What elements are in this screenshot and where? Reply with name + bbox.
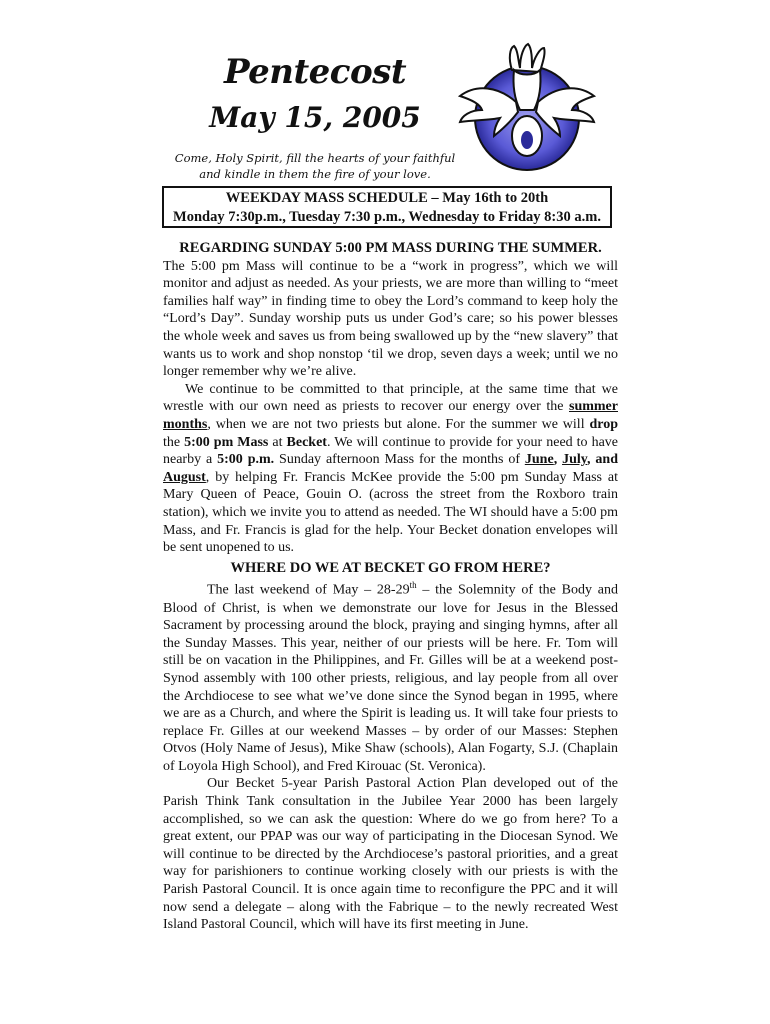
holy-spirit-dove-icon [454,40,600,176]
august-emphasis: August [163,469,206,485]
text-run: , and [587,452,618,468]
section-heading-sunday-mass: REGARDING SUNDAY 5:00 PM MASS DURING THE SUMMER. [179,240,602,256]
section-heading-where-do-we-go: WHERE DO WE AT BECKET GO FROM HERE? [230,559,551,576]
text-run: , by helping Fr. Francis McKee provide the 5:00 pm Sunday Mass at Mary Queen of Peace, Gouin O. (across the street from the Roxboro train station), which we invite you to attend as needed. The WI should have a 5:00 pm Mass, and Fr. Francis is glad for the help. Your Becket donation envelopes will be sent unopened to us. [163,469,618,556]
superscript-th: th [409,580,417,591]
text-run: The last weekend of May – 28-29 [207,582,410,598]
pm-emphasis: 5:00 p.m. [217,452,275,468]
text-run: We continue to be committed to that principle, at the same time that we wrestle with our own need as priests to recover our energy over the [163,381,618,415]
title-block [160,50,470,182]
paragraph-summer [163,381,618,557]
summer-months-emphasis: summer months [163,399,618,432]
verse-line-2: and kindle in them the fire of your love. [199,167,431,181]
paragraph-corpus-christi [163,577,618,775]
june-emphasis: June [524,452,554,468]
page-title: Pentecost [223,52,407,92]
drop-emphasis: drop [589,416,618,432]
text-run: Sunday afternoon Mass for the months of [274,452,525,468]
text-run: , when we are not two priests but alone. For the summer we will [207,416,590,432]
schedule-line-2: Monday 7:30p.m., Tuesday 7:30 p.m., Wednesday to Friday 8:30 a.m. [173,209,601,225]
text-run: , [553,452,563,468]
july-emphasis: July [562,452,587,468]
paragraph-work-in-progress: The 5:00 pm Mass will continue to be a “work in progress”, which we will monitor and adjust as needed. As your priests, we are more than willing to “meet families half way” in finding time to obey the Lord’s command to keep holy the “Lord’s Day”. Sunday worship puts us under God’s care; so his power blesses the whole week and saves us from being swallowed up by the “new slavery” that wants us to work and shop nonstop ‘til we drop, seven days a week; until we no longer remember why we’re alive. [163,258,618,380]
weekday-mass-schedule-box [162,186,612,228]
text-run: . We will continue to provide for your need to have nearby a [163,434,618,468]
text-run: the [163,434,185,450]
page-date: May 15, 2005 [209,101,421,134]
verse-line-1: Come, Holy Spirit, fill the hearts of your faithful [174,151,456,165]
paragraph-pastoral-plan: Our Becket 5-year Parish Pastoral Action Plan developed out of the Parish Think Tank consultation in the Jubilee Year 2000 has been largely accomplished, so we can ask the question: Where do we go from here? To a great extent, our PPAP was our way of participating in the Diocesan Synod. We will continue to be directed by the Archdiocese’s pastoral priorities, and a great way for parishioners to continue working closely with our priests is with the Parish Pastoral Council. It is once again time to reconfigure the PPC and it will now send a delegate – along with the Fabrique – to the newly recreated West Island Pastoral Council, which will have its first meeting in June. [163,776,618,933]
becket-emphasis: Becket [286,434,327,450]
text-run: – the Solemnity of the Body and Blood of Christ, is when we demonstrate our love for Jesus in the Blessed Sacrament by processing around the block, praying and singing hymns, after all the Sunday Masses. This year, neither of our priests will be here. Fr. Tom will still be on vacation in the Philippines, and Fr. Gilles will be at a weekend post-Synod assembly with 100 other priests, religious, and lay people from all over the Archdiocese to see what we’ve done since the Synod began in 1995, where we are as a Church, and where the Spirit is leading us. It will take four priests to replace Fr. Gilles at our weekend Masses – by order of our Masses: Stephen Otvos (Holy Name of Jesus), Mike Shaw (schools), Alan Fogarty, S.J. (Chaplain of Loyola High School), and Fred Kirouac (St. Veronica). [163,582,618,774]
verse [160,150,470,182]
schedule-line-1: WEEKDAY MASS SCHEDULE – May 16th to 20th [225,190,549,206]
bulletin-content [163,240,618,934]
text-run: at [268,434,287,450]
mass-time-emphasis: 5:00 pm Mass [184,434,269,450]
